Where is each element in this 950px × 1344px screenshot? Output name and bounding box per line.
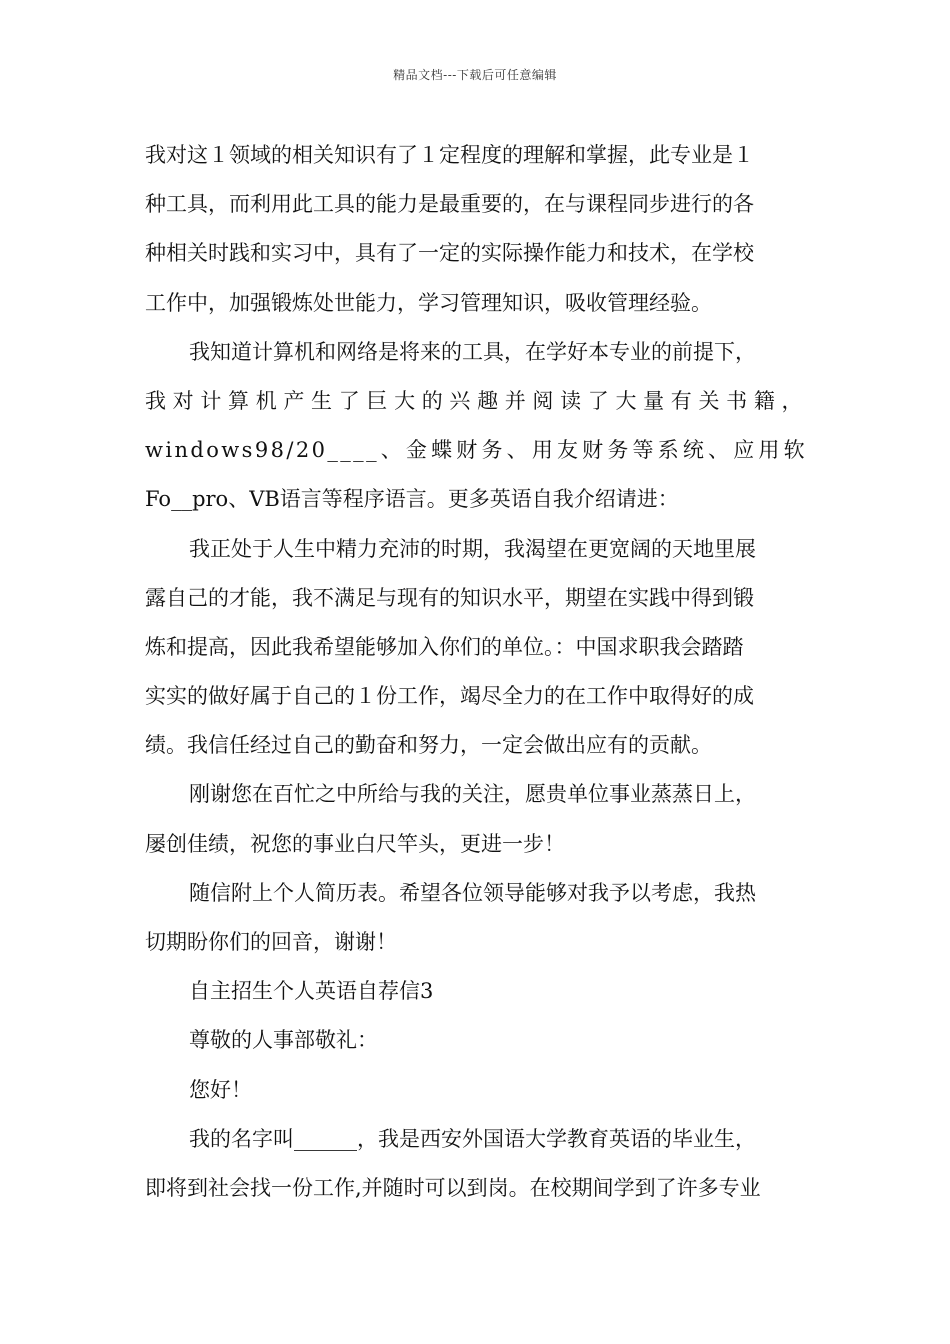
text-line: 露自己的才能，我不满足与现有的知识水平，期望在实践中得到锻 <box>145 585 754 610</box>
text-line: 种工具，而利用此工具的能力是最重要的，在与课程同步进行的各 <box>145 192 754 217</box>
page-header: 精品文档---下载后可任意编辑 <box>393 68 557 82</box>
text-line: 刚谢您在百忙之中所给与我的关注，愿贵单位事业蒸蒸日上， <box>189 782 756 807</box>
text-line: 炼和提高，因此我希望能够加入你们的单位。：中国求职我会踏踏 <box>145 634 744 659</box>
text-line: 我对这１领域的相关知识有了１定程度的理解和掌握，此专业是１ <box>145 143 754 167</box>
text-line: 切期盼你们的回音，谢谢！ <box>145 930 397 954</box>
text-line: 我知道计算机和网络是将来的工具，在学好本专业的前提下， <box>189 339 756 364</box>
document-body <box>145 131 807 1213</box>
text-line: 实实的做好属于自己的１份工作，竭尽全力的在工作中取得好的成 <box>145 684 754 709</box>
text-line: 我对计算机产生了巨大的兴趣并阅读了大量有关书籍， <box>145 388 807 413</box>
text-line: Fo__pro、VB语言等程序语言。更多英语自我介绍请进： <box>145 487 679 512</box>
text-line: 我的名字叫______，我是西安外国语大学教育英语的毕业生， <box>189 1126 756 1151</box>
text-line: 我正处于人生中精力充沛的时期，我渴望在更宽阔的天地里展 <box>189 536 756 561</box>
greeting: 您好！ <box>189 1077 252 1102</box>
text-line: 随信附上个人简历表。希望各位领导能够对我予以考虑，我热 <box>189 880 756 905</box>
text-line: 即将到社会找一份工作,并随时可以到岗。在校期间学到了许多专业 <box>145 1175 761 1200</box>
salutation: 尊敬的人事部敬礼： <box>189 1028 378 1053</box>
section-title: 自主招生个人英语自荐信3 <box>189 979 434 1004</box>
text-line: 种相关时践和实习中，具有了一定的实际操作能力和技术，在学校 <box>145 241 754 266</box>
text-line: 工作中，加强锻炼处世能力，学习管理知识，吸收管理经验。 <box>145 290 712 315</box>
text-line: 绩。我信任经过自己的勤奋和努力，一定会做出应有的贡献。 <box>145 733 712 758</box>
text-line: 屡创佳绩，祝您的事业白尺竿头，更进一步！ <box>145 831 565 856</box>
text-line: windows98/20____、金蝶财务、用友财务等系统、应用软 <box>145 438 807 463</box>
